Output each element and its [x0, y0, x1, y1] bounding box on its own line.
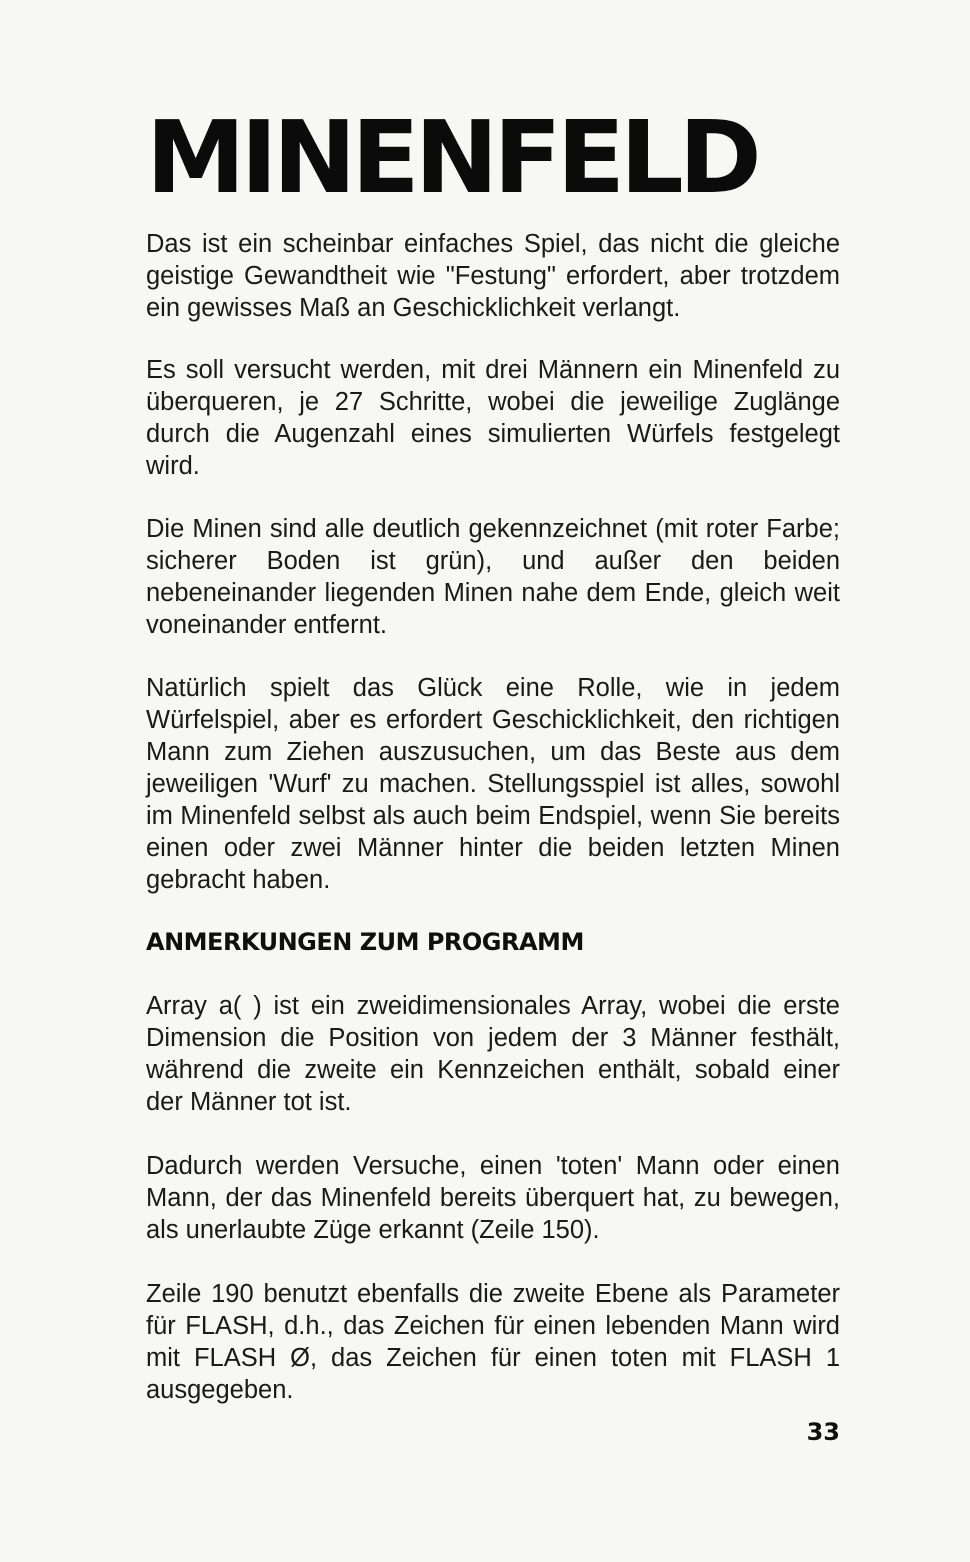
paragraph-array-note: Array a( ) ist ein zweidimensionales Array, wobei die erste Dimension die Position von jedem der 3 Männer festhält, während die zweite ein Kennzeichen enthält, sobald einer der Männer tot ist. — [146, 992, 840, 1116]
section-heading: ANMERKUNGEN ZUM PROGRAMM — [146, 928, 584, 956]
page-number: 33 — [806, 1418, 840, 1446]
paragraph-strategy: Natürlich spielt das Glück eine Rolle, wie in jedem Würfelspiel, aber es erfordert Geschicklichkeit, den richtigen Mann zum Ziehen auszusuchen, um das Beste aus dem jeweiligen 'Wurf' zu machen. Stellungsspiel ist alles, sowohl im Minenfeld selbst als auch beim Endspiel, wenn Sie bereits einen oder zwei Männer hinter die beiden letzten Minen gebracht haben. — [146, 674, 840, 894]
paragraph-illegal-moves-note: Dadurch werden Versuche, einen 'toten' Mann oder einen Mann, der das Minenfeld bereits überquert hat, zu bewegen, als unerlaubte Züge erkannt (Zeile 150). — [146, 1152, 840, 1244]
page-title: MINENFELD — [146, 99, 757, 216]
paragraph-objective: Es soll versucht werden, mit drei Männern ein Minenfeld zu überqueren, je 27 Schritte, wobei die jeweilige Zuglänge durch die Augenzahl eines simulierten Würfels festgelegt wird. — [146, 356, 840, 480]
paragraph-mines: Die Minen sind alle deutlich gekennzeichnet (mit roter Farbe; sicherer Boden ist grün), und außer den beiden nebeneinander liegenden Minen nahe dem Ende, gleich weit voneinander entfernt. — [146, 515, 840, 639]
paragraph-flash-note: Zeile 190 benutzt ebenfalls die zweite Ebene als Parameter für FLASH, d.h., das Zeichen für einen lebenden Mann wird mit FLASH Ø, das Zeichen für einen toten mit FLASH 1 ausgegeben. — [146, 1280, 840, 1404]
paragraph-intro: Das ist ein scheinbar einfaches Spiel, das nicht die gleiche geistige Gewandtheit wie "Festung" erfordert, aber trotzdem ein gewisses Maß an Geschicklichkeit verlangt. — [146, 230, 840, 322]
